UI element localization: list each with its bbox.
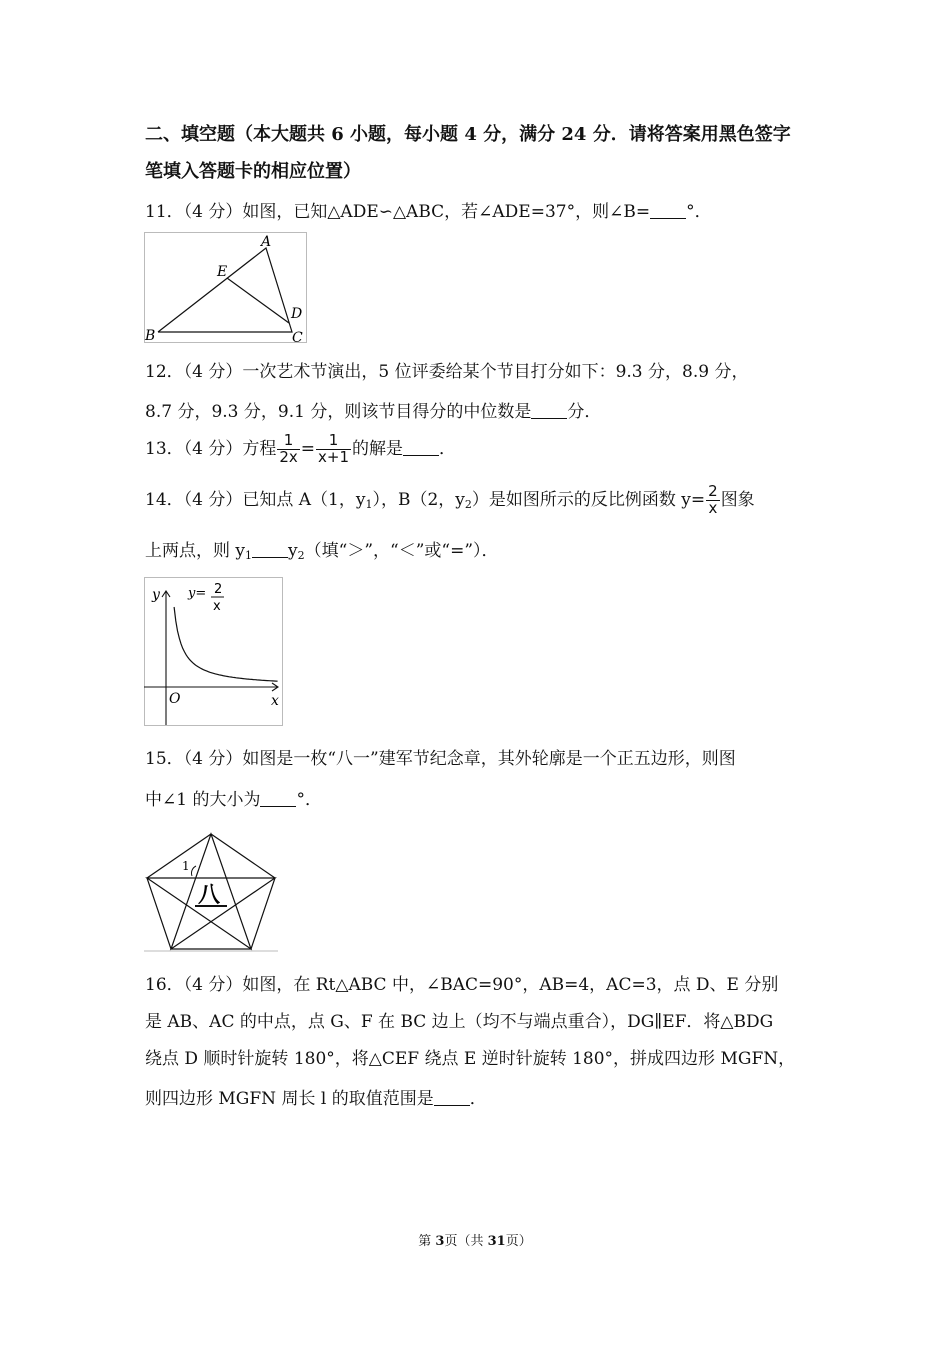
q11-unit: °． [686,202,712,222]
q14-answer-blank [252,540,288,558]
question-12-line2 [145,401,601,421]
q13-fraction-1 [277,433,299,466]
q13-fraction-2 [316,433,351,466]
q14-text-b: ），B（2，y [372,489,465,510]
question-13 [145,433,456,466]
q11-answer-blank [650,201,686,219]
q14-y-label: y [152,587,160,603]
q15-angle-arc [191,866,196,876]
question-16-line3: 绕点 D 顺时针旋转 180°，将△CEF 绕点 E 逆时针旋转 180°，拼成四边形 MGFN， [145,1049,796,1069]
q14-fraction [706,484,720,517]
section-heading-line1: 二、填空题（本大题共 6 小题，每小题 4 分，满分 24 分．请将答案用黑色签字 [145,124,791,145]
q11-segment-de [227,278,289,323]
q14-sub2: 2 [464,497,472,511]
q16-answer-blank [434,1088,470,1106]
q14-func-prefix: y= [188,586,207,601]
q14-sub1: 1 [365,497,373,511]
q14-hyperbola-curve [174,607,278,681]
q15-pentagon-figure [144,830,278,952]
q11-triangle-figure [144,232,308,344]
q14-text-a: 14．（4 分）已知点 A（1，y [145,489,366,510]
q11-label-a: A [261,234,272,250]
q13-frac2-numerator: 1 [316,433,351,450]
question-16-line2: 是 AB、AC 的中点，点 G、F 在 BC 边上（均不与端点重合），DG∥EF．将△BDG [145,1012,774,1032]
q14-origin-label: O [169,691,181,707]
q11-text: 11．（4 分）如图，已知△ADE∽△ABC，若∠ADE=37°，则∠B= [145,202,651,222]
q14-frac-numerator: 2 [708,482,718,500]
q14-frac-denominator: x [708,498,718,517]
q15-angle-label: 1 [182,859,190,873]
q13-equals: = [300,438,316,459]
q12-unit: 分． [567,402,602,422]
q11-label-b: B [145,328,156,344]
question-16-line4 [145,1088,487,1108]
q13-end: ． [439,438,457,459]
q11-triangle-abc [158,248,292,332]
footer-total-pages: 31 [487,1234,506,1249]
question-16-line1: 16．（4 分）如图，在 Rt△ABC 中，∠BAC=90°，AB=4，AC=3，点 D、E 分别 [145,975,779,995]
q11-figure-frame [145,233,307,343]
question-15-line1: 15．（4 分）如图是一枚“八一”建军节纪念章，其外轮廓是一个正五边形，则图 [145,749,736,769]
q14-line2-sub2: 2 [297,549,305,562]
footer-text-c: 页） [505,1234,532,1249]
question-12-line1: 12．（4 分）一次艺术节演出，5 位评委给某个节目打分如下：9.3 分，8.9 分， [145,362,749,382]
q15-unit: °． [296,790,322,810]
q16-text: 则四边形 MGFN 周长 l 的取值范围是 [145,1089,434,1109]
q12-answer-blank [531,401,567,419]
q14-text-d: 图象 [720,489,755,510]
q14-line2-text-a: 上两点，则 y [145,541,246,561]
q14-line2-text-b: （填“＞”，“＜”或“=”）． [304,541,499,561]
q13-frac1-denominator: 2x [279,447,298,466]
q14-func-den: x [213,599,221,614]
q15-center-char: 八 [198,883,221,908]
q13-frac2-denominator: x+1 [318,447,350,466]
question-11 [145,201,712,221]
q15-answer-blank [260,789,296,807]
q13-text-b: 的解是 [352,438,404,459]
q11-label-c: C [292,330,303,344]
q14-x-label: x [271,693,279,709]
q14-func-num: 2 [214,582,223,597]
q14-line2-sub1: 1 [245,549,253,562]
footer-text-a: 第 [418,1234,436,1249]
q11-label-d: D [291,306,303,322]
question-15-line2 [145,789,322,809]
q15-text: 中∠1 的大小为 [145,790,261,810]
page-footer [0,1230,950,1249]
q13-answer-blank [403,438,439,456]
question-14-line2: 上两点，则 $y_1$ $y_2$（填“＞”，“＜”或“=”）． [145,541,499,562]
footer-text-b: 页（共 [444,1234,488,1249]
footer-page-number: 3 [435,1234,445,1249]
q13-text: 13．（4 分）方程 [145,438,277,459]
q12-text: 8.7 分，9.3 分，9.1 分，则该节目得分的中位数是 [145,402,532,422]
q14-text-c: ）是如图所示的反比例函数 y= [471,489,706,510]
q11-label-e: E [217,264,228,280]
section-heading-line2: 笔填入答题卡的相应位置） [145,161,361,182]
q14-graph-figure [144,577,284,727]
question-14-line1 [145,484,755,517]
q16-end: ． [469,1089,487,1109]
q13-frac1-numerator: 1 [277,433,299,450]
